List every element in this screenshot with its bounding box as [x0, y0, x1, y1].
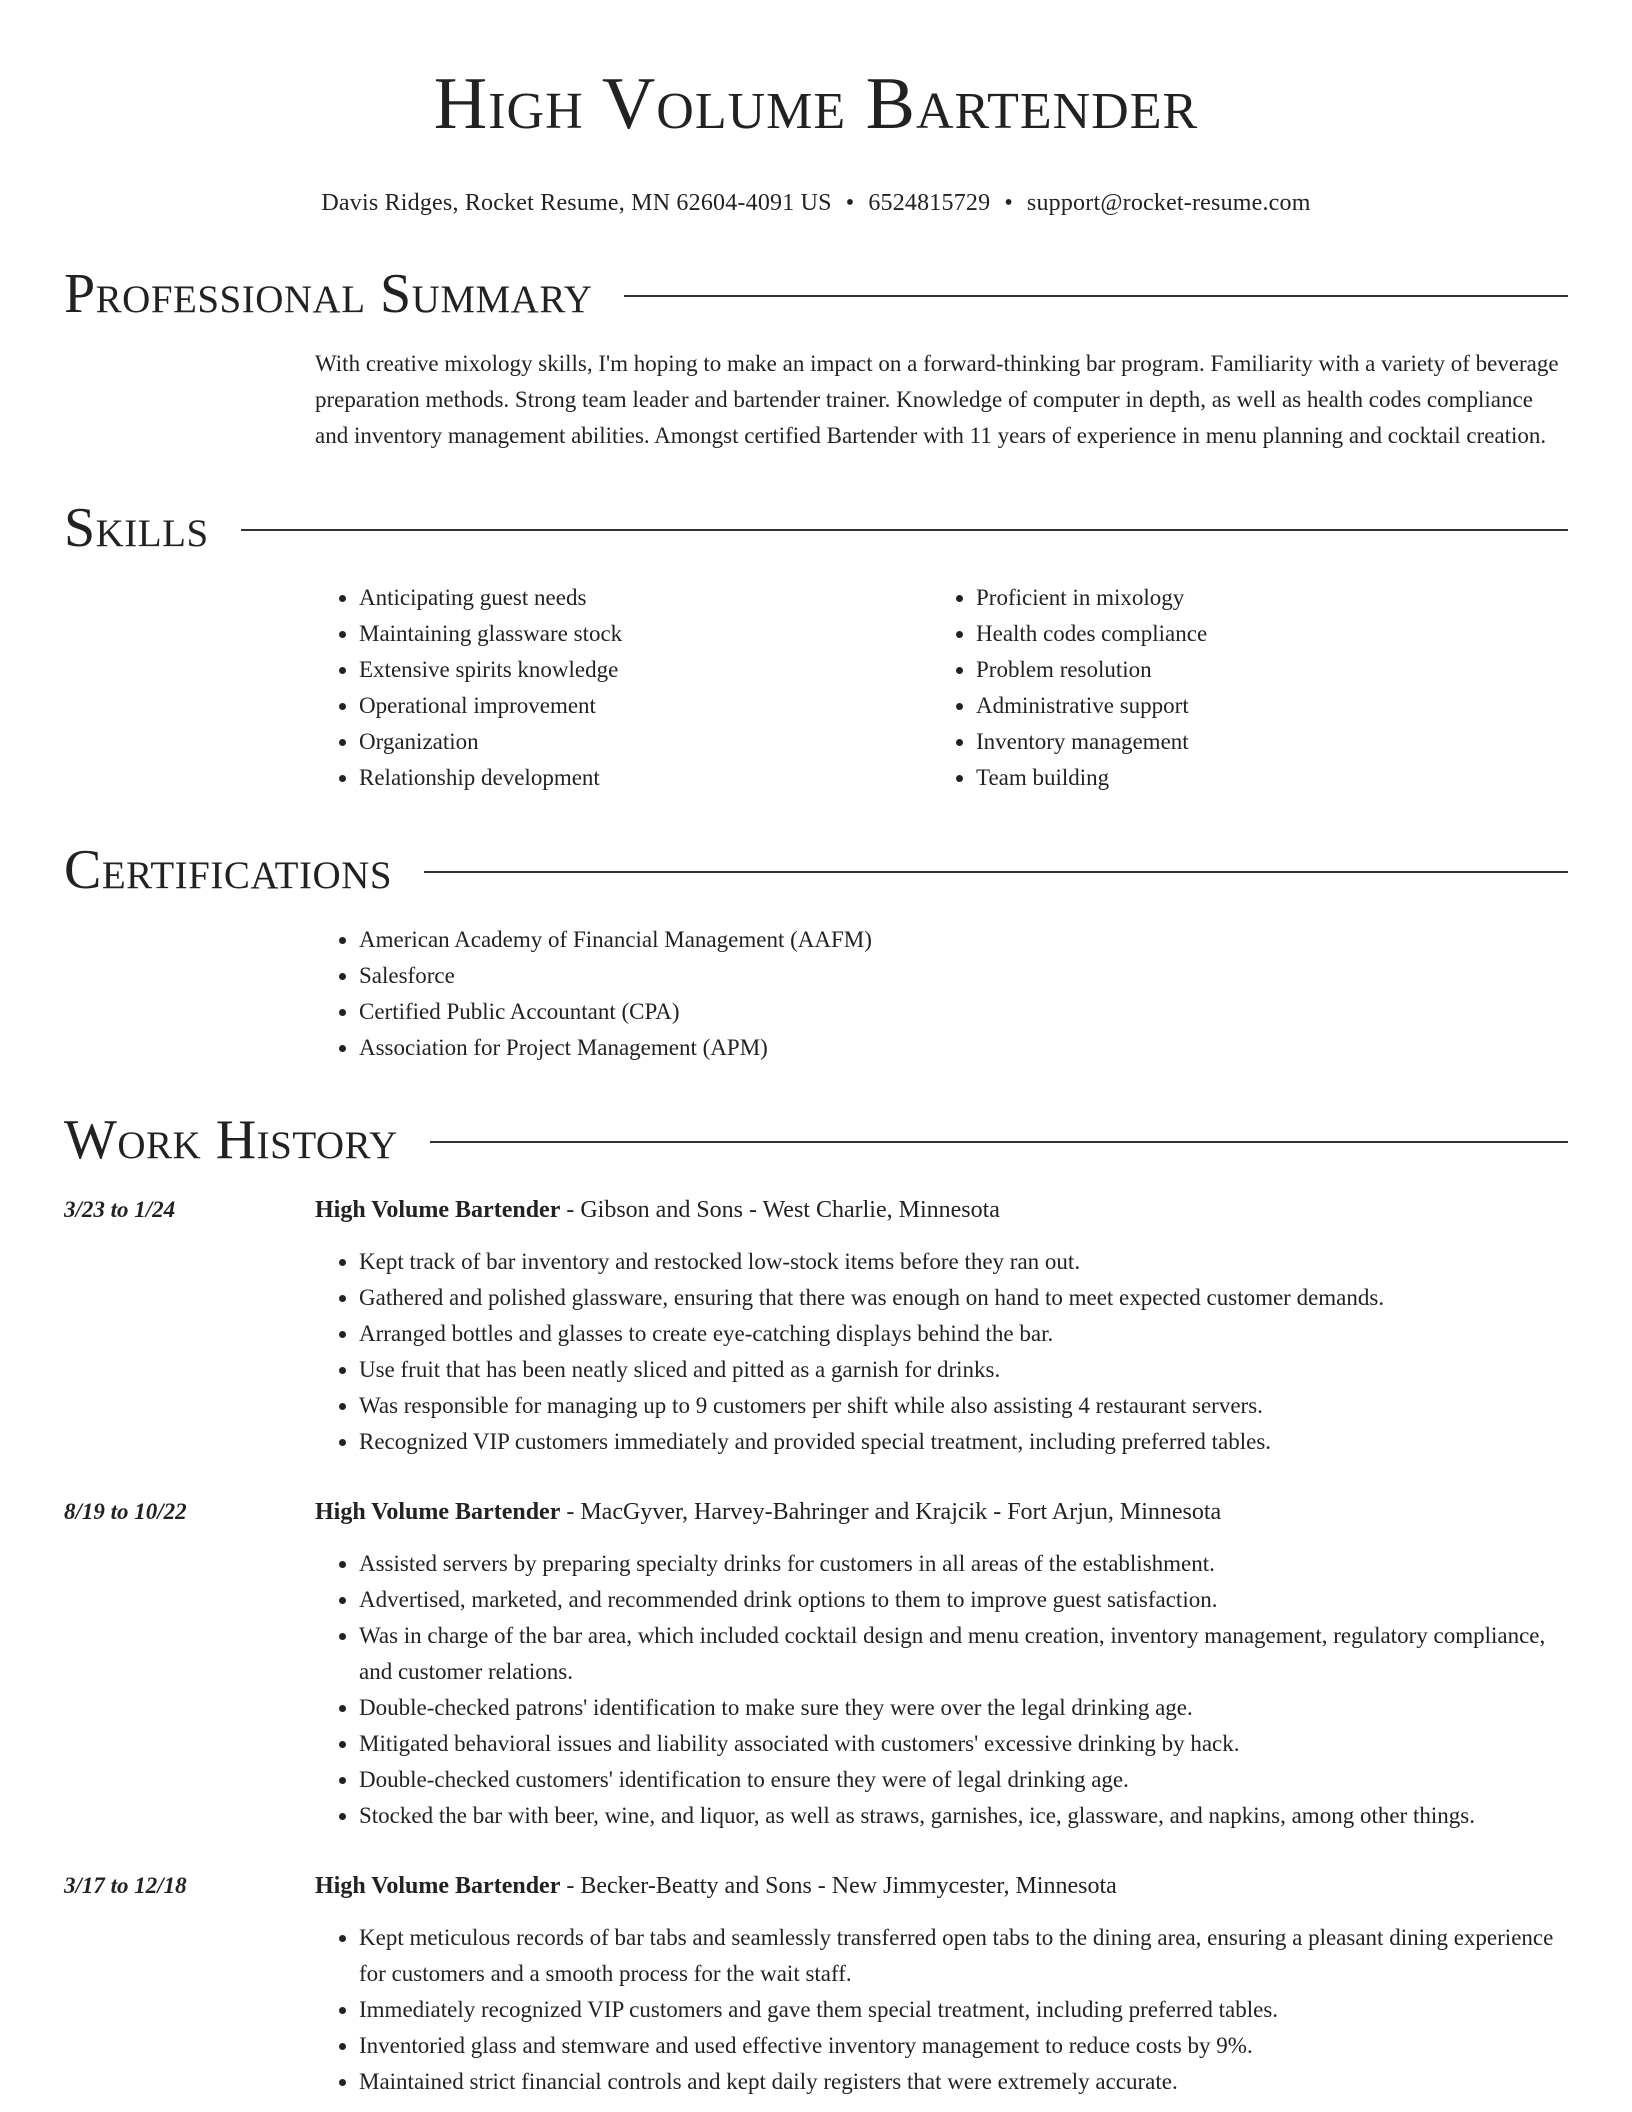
job-bullets — [315, 1546, 1568, 1834]
skills-grid — [315, 580, 1568, 796]
job-bullet: • Maintained strict financial controls and kept daily registers that were extremely accurate. — [359, 2064, 1568, 2100]
job-details — [315, 1494, 1568, 1834]
summary-section-header — [64, 262, 1568, 326]
job-bullets — [315, 1920, 1568, 2100]
job-bullet: • Double-checked customers' identification to ensure they were of legal drinking age. — [359, 1762, 1568, 1798]
summary-heading: Professional Summary — [64, 263, 593, 325]
job-role: High Volume Bartender — [315, 1197, 561, 1223]
certification-item: • Salesforce — [359, 958, 1568, 994]
job-bullet: • Inventoried glass and stemware and used effective inventory management to reduce costs by 9%. — [359, 2028, 1568, 2064]
job-entry — [64, 1494, 1568, 1834]
job-bullet: • Use fruit that has been neatly sliced and pitted as a garnish for drinks. — [359, 1352, 1568, 1388]
skill-item: • Health codes compliance — [976, 616, 1549, 652]
job-company: - Gibson and Sons - West Charlie, Minnesota — [560, 1197, 1000, 1223]
skills-column-left — [315, 580, 932, 796]
job-bullets — [315, 1244, 1568, 1460]
skills-column-right — [932, 580, 1549, 796]
job-bullet: • Kept meticulous records of bar tabs and seamlessly transferred open tabs to the dining area, ensuring a pleasant dining experience for customers and a smooth process for the wait staff. — [359, 1920, 1568, 1992]
certifications-list — [315, 922, 1568, 1066]
skill-item: • Anticipating guest needs — [359, 580, 932, 616]
job-bullet: • Immediately recognized VIP customers and gave them special treatment, including preferred tables. — [359, 1992, 1568, 2028]
job-company: - MacGyver, Harvey-Bahringer and Krajcik - Fort Arjun, Minnesota — [560, 1499, 1222, 1525]
skill-item: • Proficient in mixology — [976, 580, 1549, 616]
candidate-name: High Volume Bartender — [433, 63, 1199, 145]
job-details — [315, 1192, 1568, 1460]
job-dates: 3/23 to 1/24 — [64, 1197, 176, 1222]
contact-address: Davis Ridges, Rocket Resume, MN 62604-4091 US — [321, 190, 832, 216]
skill-item: • Operational improvement — [359, 688, 932, 724]
job-bullet: • Stocked the bar with beer, wine, and liquor, as well as straws, garnishes, ice, glassware, and napkins, among other things. — [359, 1798, 1568, 1834]
skill-item: • Problem resolution — [976, 652, 1549, 688]
job-bullet: • Advertised, marketed, and recommended drink options to them to improve guest satisfaction. — [359, 1582, 1568, 1618]
job-entry — [64, 1192, 1568, 1460]
job-bullet: • Arranged bottles and glasses to create eye-catching displays behind the bar. — [359, 1316, 1568, 1352]
job-bullet: • Kept track of bar inventory and restocked low-stock items before they ran out. — [359, 1244, 1568, 1280]
section-divider — [424, 871, 1568, 873]
certifications-heading: Certifications — [64, 839, 393, 901]
certifications-section-header — [64, 838, 1568, 902]
contact-email: support@rocket-resume.com — [1026, 190, 1311, 216]
skills-list-right — [932, 580, 1549, 796]
skill-item: • Extensive spirits knowledge — [359, 652, 932, 688]
skills-heading: Skills — [64, 497, 209, 559]
work-history-section-header — [64, 1108, 1568, 1172]
job-bullet: • Recognized VIP customers immediately and provided special treatment, including preferred tables. — [359, 1424, 1568, 1460]
job-bullet: • Was responsible for managing up to 9 customers per shift while also assisting 4 restaurant servers. — [359, 1388, 1568, 1424]
job-title-line — [315, 1494, 1568, 1530]
certification-item: • Association for Project Management (APM) — [359, 1030, 1568, 1066]
job-entry — [64, 1868, 1568, 2100]
section-divider — [624, 295, 1568, 297]
job-bullet: • Was in charge of the bar area, which included cocktail design and menu creation, inventory management, regulatory compliance, and customer relations. — [359, 1618, 1568, 1690]
skills-section-header — [64, 496, 1568, 560]
skill-item: • Organization — [359, 724, 932, 760]
job-bullet: • Double-checked patrons' identification to make sure they were over the legal drinking age. — [359, 1690, 1568, 1726]
skill-item: • Administrative support — [976, 688, 1549, 724]
section-divider — [241, 529, 1568, 531]
skill-item: • Relationship development — [359, 760, 932, 796]
job-details — [315, 1868, 1568, 2100]
skills-list-left — [315, 580, 932, 796]
summary-text: With creative mixology skills, I'm hoping to make an impact on a forward-thinking bar program. Familiarity with a variety of beverage preparation methods. Strong team leader and bartender trainer. Knowledge of computer in depth, as well as health codes compliance and inventory management abilities. Amongst certified Bartender with 11 years of experience in menu planning and cocktail creation. — [315, 351, 1559, 448]
work-history-heading: Work History — [64, 1109, 398, 1171]
job-title-line — [315, 1192, 1568, 1228]
certification-item: • American Academy of Financial Management (AAFM) — [359, 922, 1568, 958]
certifications-bullets — [315, 922, 1568, 1066]
section-divider — [430, 1141, 1568, 1143]
job-dates: 8/19 to 10/22 — [64, 1499, 187, 1524]
job-title-line — [315, 1868, 1568, 1904]
skill-item: • Inventory management — [976, 724, 1549, 760]
contact-separator: • — [845, 190, 855, 216]
job-bullet: • Mitigated behavioral issues and liability associated with customers' excessive drinking by hack. — [359, 1726, 1568, 1762]
job-bullet: • Gathered and polished glassware, ensuring that there was enough on hand to meet expected customer demands. — [359, 1280, 1568, 1316]
contact-phone: 6524815729 — [868, 190, 991, 216]
skill-item: • Team building — [976, 760, 1549, 796]
job-role: High Volume Bartender — [315, 1873, 561, 1899]
job-bullet: • Assisted servers by preparing specialty drinks for customers in all areas of the establishment. — [359, 1546, 1568, 1582]
skill-item: • Maintaining glassware stock — [359, 616, 932, 652]
contact-separator: • — [1004, 190, 1013, 216]
contact-line — [64, 186, 1568, 220]
job-role: High Volume Bartender — [315, 1499, 561, 1525]
certification-item: • Certified Public Accountant (CPA) — [359, 994, 1568, 1030]
job-company: - Becker-Beatty and Sons - New Jimmycester, Minnesota — [560, 1873, 1117, 1899]
job-dates: 3/17 to 12/18 — [64, 1873, 187, 1898]
